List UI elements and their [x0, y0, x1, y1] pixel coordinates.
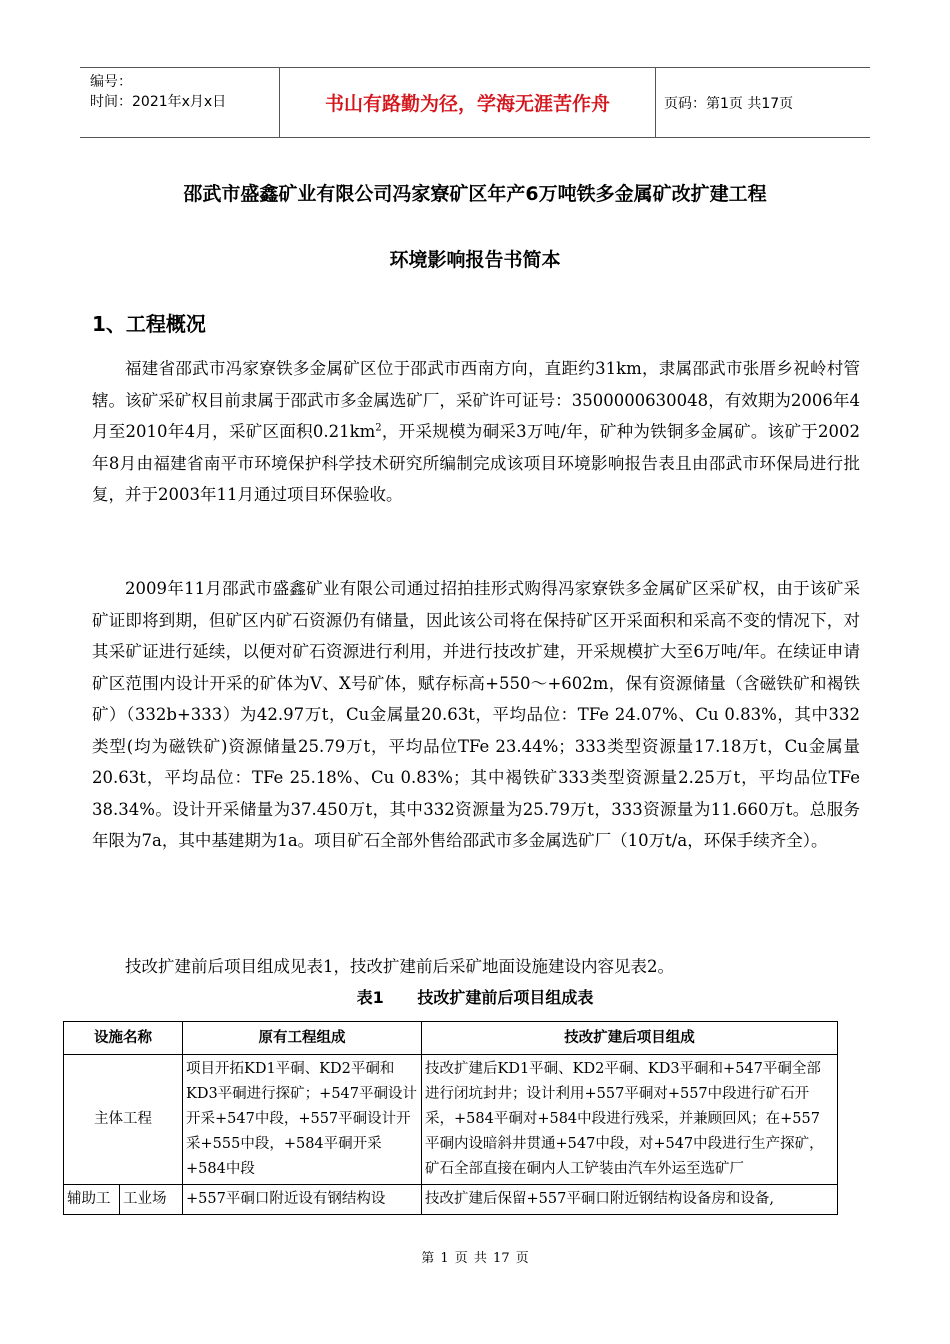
paragraph-1-text-b: ，开采规模为硐采3万吨/年，矿种为铁铜多金属矿。该矿于2002年8月由福建省南平市环境保护科学技术研究所编制完成该项目环境影响报告表且由邵武市环保局进行批复，并于2003年11月通过项目环保验收。 [92, 422, 860, 504]
superscript: 2 [375, 422, 382, 434]
header-after: 技改扩建后项目组成 [422, 1022, 838, 1055]
page-footer: 第 1 页 共 17 页 [421, 1251, 529, 1266]
page-header [80, 67, 870, 138]
table-header-row [64, 1022, 838, 1055]
table-caption: 表1 技改扩建前后项目组成表 [356, 988, 594, 1007]
row-subcategory: 工业场 [120, 1185, 183, 1215]
row-category: 辅助工 [64, 1185, 120, 1215]
paragraph-3: 技改扩建前后项目组成见表1，技改扩建前后采矿地面设施建设内容见表2。 [125, 957, 674, 976]
table-row [64, 1055, 838, 1185]
row-category: 主体工程 [64, 1055, 183, 1185]
paragraph-1-text-a: 福建省邵武市冯家寮铁多金属矿区位于邵武市西南方向，直距约31km，隶属邵武市张厝乡祝岭村管辖。该矿采矿权目前隶属于邵武市多金属选矿厂，采矿许可证号：3500000630048，有效期为2006年4月至2010年4月，采矿区面积0.21km [92, 359, 860, 441]
row-original: +557平硐口附近设有钢结构设 [183, 1185, 422, 1215]
table-row [64, 1185, 838, 1215]
document-subtitle: 环境影响报告书简本 [389, 249, 561, 271]
row-after: 技改扩建后KD1平硐、KD2平硐、KD3平硐和+547平硐全部进行闭坑封井；设计利用+557平硐对+557中段进行矿石开采，+584平硐对+584中段进行残采，并兼顾回风；在+557平硐内设暗斜井贯通+547中段，对+547中段进行生产探矿，矿石全部直接在硐内人工铲装由汽车外运至选矿厂 [422, 1055, 838, 1185]
paragraph-1 [92, 353, 860, 511]
project-composition-table [63, 1021, 838, 1215]
section-heading: 1、工程概况 [92, 312, 206, 336]
header-motto: 书山有路勤为径，学海无涯苦作舟 [280, 68, 656, 137]
row-after: 技改扩建后保留+557平硐口附近钢结构设备房和设备, [422, 1185, 838, 1215]
header-facility-name: 设施名称 [64, 1022, 183, 1055]
header-page-info: 页码：第1页 共17页 [664, 95, 794, 112]
paragraph-2: 2009年11月邵武市盛鑫矿业有限公司通过招拍挂形式购得冯家寮铁多金属矿区采矿权，由于该矿采矿证即将到期，但矿区内矿石资源仍有储量，因此该公司将在保持矿区开采面积和采高不变的情况下，对其采矿证进行延续，以便对矿石资源进行利用，并进行技改扩建，开采规模扩大至6万吨/年。在续证申请矿区范围内设计开采的矿体为Ⅴ、Ⅹ号矿体，赋存标高+550～+602m，保有资源储量（含磁铁矿和褐铁矿）（332b+333）为42.97万t，Cu金属量20.63t，平均品位：TFe 24.07%、Cu 0.83%，其中332类型(均为磁铁矿)资源储量25.79万t，平均品位TFe 23.44%；333类型资源量17.18万t，Cu金属量20.63t，平均品位：TFe 25.18%、Cu 0.83%；其中褐铁矿333类型资源量2.25万t，平均品位TFe 38.34%。设计开采储量为37.450万t，其中332资源量为25.79万t，333资源量为11.660万t。总服务年限为7a，其中基建期为1a。项目矿石全部外售给邵武市多金属选矿厂（10万t/a，环保手续齐全）。 [92, 579, 860, 850]
row-original: 项目开拓KD1平硐、KD2平硐和KD3平硐进行探矿；+547平硐设计开采+547中段，+557平硐设计开采+555中段，+584平硐开采+584中段 [183, 1055, 422, 1185]
header-meta [80, 68, 280, 137]
number-label: 编号： [90, 74, 132, 90]
time-label: 时间：2021年x月x日 [90, 94, 227, 110]
document-title: 邵武市盛鑫矿业有限公司冯家寮矿区年产6万吨铁多金属矿改扩建工程 [183, 183, 767, 205]
header-original: 原有工程组成 [183, 1022, 422, 1055]
